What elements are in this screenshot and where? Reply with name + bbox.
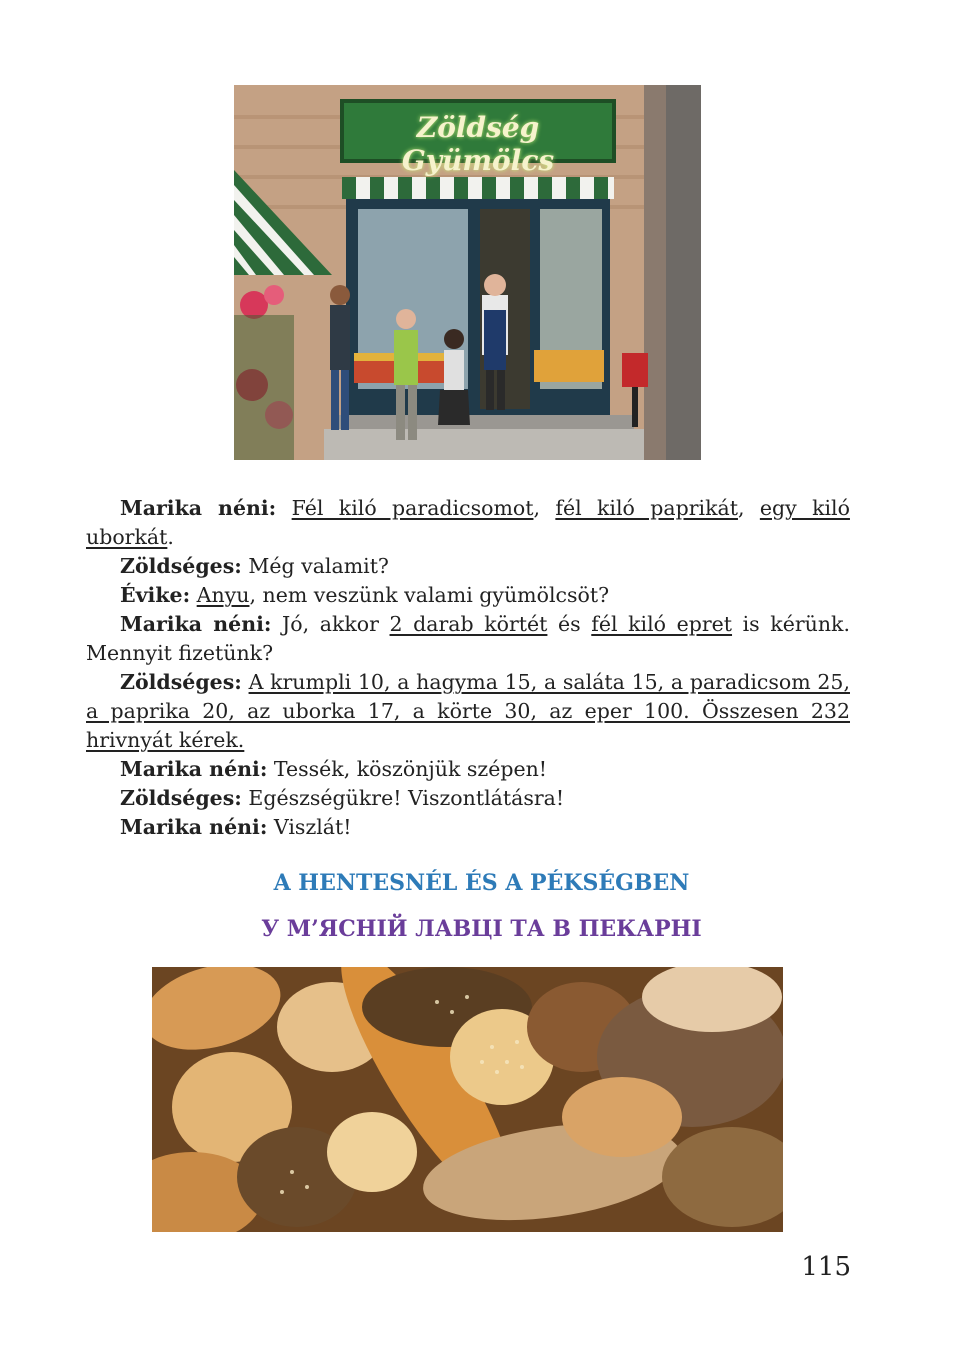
dialogue-line bbox=[86, 784, 850, 813]
dialogue-text-segment: , nem veszünk valami gyümölcsöt? bbox=[249, 583, 610, 607]
underlined-phrase: egy kiló uborkát bbox=[86, 496, 850, 549]
dialogue-text-segment: Egészségükre! Viszontlátásra! bbox=[241, 786, 565, 810]
dialogue-line bbox=[86, 813, 850, 842]
section-heading-hungarian: A HENTESNÉL ÉS A PÉKSÉGBEN bbox=[273, 870, 690, 896]
dialogue-line bbox=[86, 552, 850, 581]
underlined-phrase: Anyu bbox=[196, 583, 250, 607]
speaker-name: Zöldséges: bbox=[120, 786, 242, 810]
shop-sign-text: Zöldség Gyümölcs bbox=[401, 111, 555, 177]
dialogue-text-segment: Jó, akkor bbox=[271, 612, 390, 636]
dialogue-text-segment bbox=[242, 670, 249, 694]
speaker-name: Marika néni: bbox=[120, 815, 268, 839]
bread-illustration bbox=[152, 967, 783, 1232]
dialogue-text-segment: , bbox=[737, 496, 760, 520]
speaker-name: Marika néni: bbox=[120, 496, 277, 520]
dialogue-text bbox=[86, 494, 850, 842]
dialogue-line bbox=[86, 755, 850, 784]
underlined-phrase: Fél kiló paradicsomot bbox=[291, 496, 534, 520]
dialogue-line bbox=[86, 581, 850, 610]
dialogue-text-segment: . bbox=[167, 525, 174, 549]
dialogue-text-segment: , bbox=[533, 496, 556, 520]
dialogue-line bbox=[86, 610, 850, 668]
bread-photo bbox=[152, 967, 783, 1232]
dialogue-text-segment bbox=[276, 496, 291, 520]
speaker-name: Zöldséges: bbox=[120, 554, 242, 578]
underlined-phrase: fél kiló paprikát bbox=[555, 496, 738, 520]
speaker-name: Marika néni: bbox=[120, 757, 268, 781]
underlined-phrase: 2 darab körtét bbox=[389, 612, 548, 636]
underlined-phrase: A krumpli 10, a hagyma 15, a saláta 15, a paradicsom 25, a paprika 20, az uborka 17, a körte 30, az eper 100. Összesen 232 hrivnyát kérek. bbox=[86, 670, 850, 752]
dialogue-text-segment: és bbox=[547, 612, 592, 636]
dialogue-text-segment: Viszlát! bbox=[267, 815, 352, 839]
dialogue-text-segment: Még valamit? bbox=[241, 554, 389, 578]
shop-photo bbox=[234, 85, 701, 460]
dialogue-line bbox=[86, 494, 850, 552]
speaker-name: Zöldséges: bbox=[120, 670, 242, 694]
section-heading-ukrainian: У М’ЯСНІЙ ЛАВЦІ ТА В ПЕКАРНІ bbox=[261, 916, 702, 942]
underlined-phrase: fél kiló epret bbox=[591, 612, 733, 636]
dialogue-text-segment: Tessék, köszönjük szépen! bbox=[267, 757, 548, 781]
page-number: 115 bbox=[801, 1252, 851, 1282]
dialogue-text-segment: is kérünk. Mennyit fizetünk? bbox=[86, 612, 850, 665]
dialogue-line bbox=[86, 668, 850, 755]
speaker-name: Marika néni: bbox=[120, 612, 272, 636]
speaker-name: Évike: bbox=[120, 583, 191, 607]
